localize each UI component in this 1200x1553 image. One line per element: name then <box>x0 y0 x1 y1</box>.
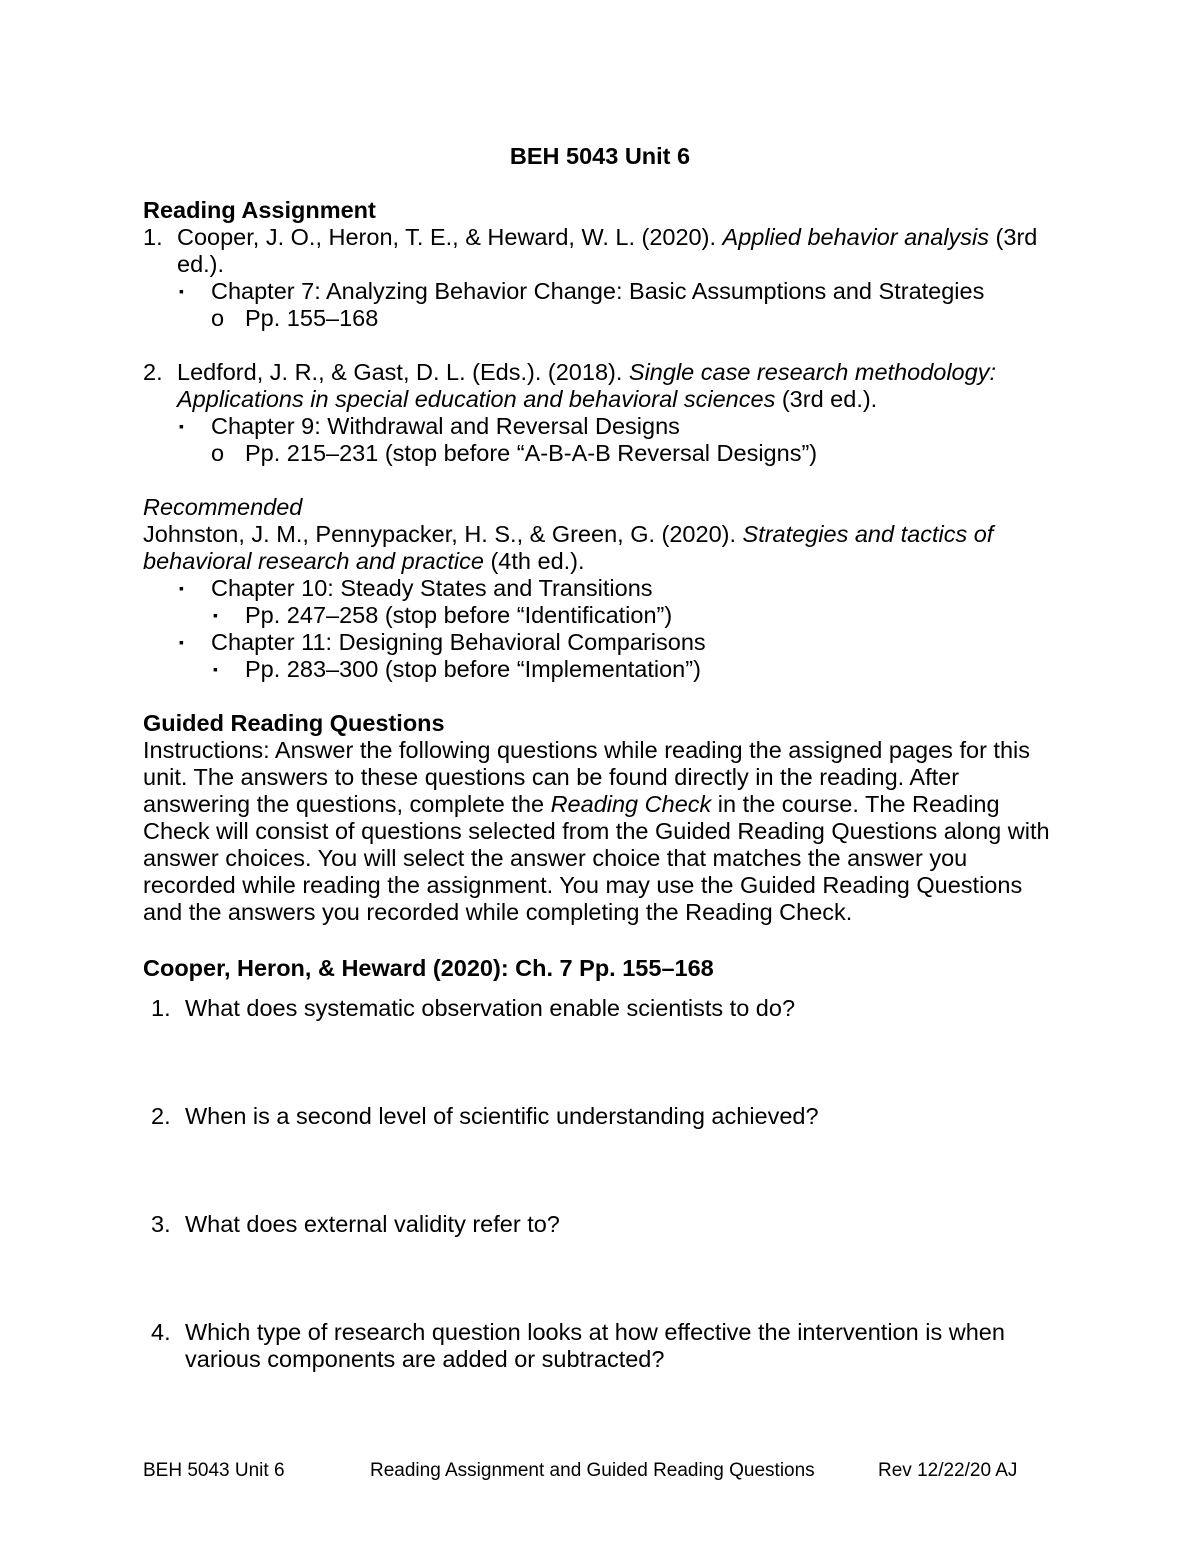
guided-questions-heading: Guided Reading Questions <box>143 710 445 736</box>
footer-right: Rev 12/22/20 AJ <box>878 1460 1018 1481</box>
square-bullet-icon: ▪ <box>179 283 184 299</box>
instructions-line: Instructions: Answer the following questions while reading the assigned pages for this <box>143 737 1030 763</box>
question-text: Which type of research question looks at how effective the intervention is when <box>185 1319 1005 1345</box>
instructions-text: in the course. The Reading <box>711 791 1000 817</box>
citation-edition: (3rd ed.). <box>775 386 878 412</box>
question-item <box>151 995 795 1022</box>
instructions-line: recorded while reading the assignment. You may use the Guided Reading Questions <box>143 872 1023 898</box>
reading-assignment-heading: Reading Assignment <box>143 197 376 223</box>
book-title-continued: behavioral research and practice <box>143 548 484 574</box>
question-number: 3. <box>151 1211 171 1237</box>
book-title: Strategies and tactics of <box>742 521 994 547</box>
chapter-item <box>177 278 984 305</box>
chapter-text: Chapter 11: Designing Behavioral Comparisons <box>211 629 706 655</box>
chapter-text: Chapter 7: Analyzing Behavior Change: Basic Assumptions and Strategies <box>211 278 985 304</box>
recommended-citation-line2 <box>143 548 585 575</box>
list-number: 1. <box>143 224 163 250</box>
reading-check-term: Reading Check <box>550 791 712 817</box>
book-title: Single case research methodology: <box>628 359 996 385</box>
recommended-label: Recommended <box>143 494 303 520</box>
circle-bullet-icon: o <box>211 305 225 331</box>
citation-text: Ledford, J. R., & Gast, D. L. (Eds.). (2018). <box>177 359 629 385</box>
book-title: Applied behavior analysis <box>722 224 990 250</box>
question-text: What does external validity refer to? <box>185 1211 560 1237</box>
question-item <box>151 1319 1005 1346</box>
pages-item <box>211 440 817 467</box>
instructions-line: unit. The answers to these questions can be found directly in the reading. After <box>143 764 960 790</box>
square-bullet-icon: ▪ <box>179 634 184 650</box>
instructions-line: and the answers you recorded while completing the Reading Check. <box>143 899 853 925</box>
chapter-item <box>177 629 706 656</box>
question-item <box>151 1211 560 1238</box>
reading-item-2 <box>143 359 996 386</box>
square-bullet-icon: ▪ <box>179 418 184 434</box>
reading-item-1 <box>143 224 1037 251</box>
question-text: What does systematic observation enable scientists to do? <box>185 995 796 1021</box>
pages-item <box>211 305 378 332</box>
question-number: 2. <box>151 1103 171 1129</box>
pages-text: Pp. 155–168 <box>245 305 379 331</box>
section-heading: Cooper, Heron, & Heward (2020): Ch. 7 Pp. 155–168 <box>143 955 714 981</box>
pages-item <box>211 602 672 629</box>
square-bullet-icon: ▪ <box>213 607 218 623</box>
reading-item-2-line2 <box>177 386 877 413</box>
square-bullet-icon: ▪ <box>179 580 184 596</box>
recommended-citation <box>143 521 993 548</box>
citation-edition: (3rd <box>989 224 1038 250</box>
question-number: 4. <box>151 1319 171 1345</box>
chapter-item <box>177 413 680 440</box>
book-title-continued: Applications in special education and behavioral sciences <box>177 386 776 412</box>
question-number: 1. <box>151 995 171 1021</box>
question-text-continued: various components are added or subtracted? <box>185 1346 665 1372</box>
circle-bullet-icon: o <box>211 440 225 466</box>
reading-item-1-line2: ed.). <box>177 251 225 277</box>
pages-text: Pp. 215–231 (stop before “A-B-A-B Reversal Designs”) <box>245 440 818 466</box>
pages-text: Pp. 247–258 (stop before “Identification”) <box>245 602 673 628</box>
citation-text: Cooper, J. O., Heron, T. E., & Heward, W. L. (2020). <box>177 224 723 250</box>
instructions-line <box>143 791 1000 818</box>
chapter-text: Chapter 9: Withdrawal and Reversal Designs <box>211 413 680 439</box>
instructions-text: answering the questions, complete the <box>143 791 551 817</box>
instructions-line: answer choices. You will select the answer choice that matches the answer you <box>143 845 968 871</box>
question-item <box>151 1103 819 1130</box>
pages-item <box>211 656 701 683</box>
instructions-line: Check will consist of questions selected from the Guided Reading Questions along with <box>143 818 1050 844</box>
question-text: When is a second level of scientific understanding achieved? <box>185 1103 819 1129</box>
citation-edition: (4th ed.). <box>483 548 585 574</box>
footer-center: Reading Assignment and Guided Reading Questions <box>370 1460 815 1481</box>
pages-text: Pp. 283–300 (stop before “Implementation”) <box>245 656 701 682</box>
citation-text: Johnston, J. M., Pennypacker, H. S., & Green, G. (2020). <box>143 521 743 547</box>
chapter-item <box>177 575 653 602</box>
page-title: BEH 5043 Unit 6 <box>509 143 691 169</box>
chapter-text: Chapter 10: Steady States and Transitions <box>211 575 653 601</box>
footer-left: BEH 5043 Unit 6 <box>143 1460 285 1481</box>
list-number: 2. <box>143 359 163 385</box>
square-bullet-icon: ▪ <box>213 661 218 677</box>
